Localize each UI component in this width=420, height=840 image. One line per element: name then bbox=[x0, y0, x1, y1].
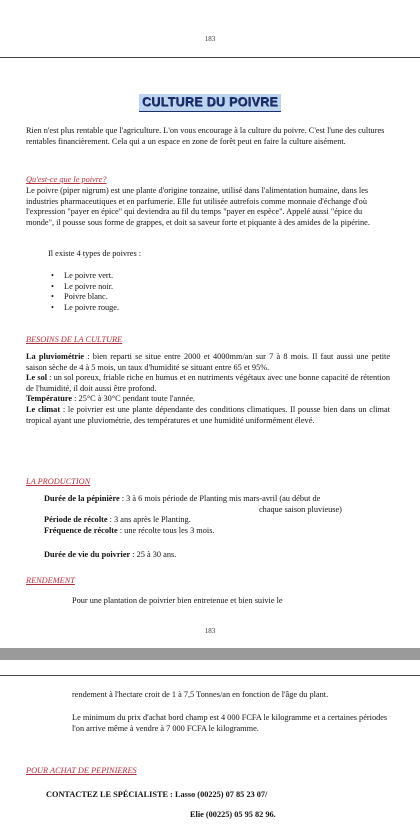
list-item: • Le poivre noir. bbox=[48, 282, 119, 293]
pepiniere-text-cont: chaque saison pluvieuse) bbox=[259, 504, 342, 514]
climat-label: Le climat bbox=[26, 404, 61, 414]
climat-text: : le poivrier est une plante dépendante des conditions climatiques. Il pousse bien dans un climat tropical ayant une pluviométrie, des températures et une humidité uniformément élevé. bbox=[26, 404, 390, 425]
pluvio-label: La pluviométrie bbox=[26, 352, 85, 361]
types-intro: Il existe 4 types de poivres : bbox=[48, 249, 142, 258]
pepper-types-list bbox=[48, 271, 119, 313]
frequence-text: : une récolte tous les 3 mois. bbox=[119, 525, 215, 535]
contact-line-2: Elie (00225) 05 95 82 96. bbox=[190, 810, 276, 819]
temp-text: : 25°C à 30°C pendant toute l'année. bbox=[74, 394, 195, 404]
page-title: CULTURE DU POIVRE bbox=[139, 94, 281, 112]
vie-text: : 25 à 30 ans. bbox=[132, 550, 177, 560]
sol-text: : un sol poreux, friable riche en humus et en nutriments végétaux avec une bonne capacité de rétention de l'humidité, il doit aussi être profond. bbox=[26, 373, 390, 393]
list-item: • Poivre blanc. bbox=[48, 292, 119, 303]
contact-line-1: CONTACTEZ LE SPÉCIALISTE : Lasso (00225) 07 85 23 07/ bbox=[46, 790, 268, 799]
temp-label: Température bbox=[26, 394, 73, 404]
pepiniere-label: Durée de la pépinière bbox=[44, 494, 120, 503]
document-page-2 bbox=[0, 660, 420, 840]
frequence-label: Fréquence de récolte bbox=[44, 525, 118, 535]
price-paragraph: Le minimum du prix d'achat bord champ est 4 000 FCFA le kilogramme et a certaines périodes l'on arrive même à vendre à 7 000 FCFA le kilogramme. bbox=[72, 713, 388, 733]
recolte-text: : 3 ans après le Planting. bbox=[109, 515, 191, 525]
sol-label: Le sol bbox=[26, 373, 48, 383]
page-separator bbox=[0, 648, 420, 660]
section-heading-what: Qu'est-ce que le poivre? bbox=[26, 175, 107, 184]
pepiniere-text: : 3 à 6 mois période de Planting mis mars-avril (au début de bbox=[121, 494, 321, 503]
section-heading-rendement: RENDEMENT bbox=[26, 576, 75, 585]
header-rule bbox=[0, 57, 420, 58]
section-heading-seedlings: POUR ACHAT DE PEPINIERES bbox=[26, 766, 137, 775]
footer-page-number: 183 bbox=[204, 627, 216, 635]
page-number: 183 bbox=[204, 35, 216, 43]
needs-block bbox=[26, 352, 390, 426]
production-block bbox=[44, 494, 390, 561]
rendement-continued: rendement à l'hectare croit de 1 à 7,5 Tonnes/an en fonction de l'âge du plant. bbox=[72, 690, 329, 699]
rendement-start: Pour une plantation de poivrier bien entretenue et bien suivie le bbox=[72, 596, 283, 605]
pluvio-text: : bien reparti se situe entre 2000 et 4000mm/an sur 7 à 8 mois. Il faut aussi une petite saison sèche de 4 à 5 mois, un taux d'humidité se situant entre 65 et 95%. bbox=[26, 352, 390, 372]
what-paragraph: Le poivre (piper nigrum) est une plante d'origine tonzaine, utilisé dans l'alimentation humaine, dans les industries pharmaceutiques et en parfumerie. Elle fut utilisée autrefois comme monnaie d'échange d'où l'expression "payer en épice" qui deviendra au fil du temps "payer en espèce". Appelé aussi "épice du monde", il pousse sous forme de grappes, et doit sa saveur forte et piquante à des amides de la pipérine. bbox=[26, 186, 370, 227]
list-item: • Le poivre rouge. bbox=[48, 303, 119, 314]
intro-paragraph: Rien n'est plus rentable que l'agriculture. L'on vous encourage à la culture du poivre. C'est l'une des cultures rentables financièrement. Cela qui a un espace en zone de forêt peut en faire la culture aisément. bbox=[26, 126, 385, 146]
vie-label: Durée de vie du poivrier bbox=[44, 550, 131, 560]
header-rule bbox=[0, 675, 420, 676]
section-heading-production: LA PRODUCTION bbox=[26, 477, 91, 486]
section-heading-needs: BESOINS DE LA CULTURE bbox=[26, 335, 123, 344]
list-item: • Le poivre vert. bbox=[48, 271, 119, 282]
recolte-label: Période de récolte bbox=[44, 515, 108, 525]
